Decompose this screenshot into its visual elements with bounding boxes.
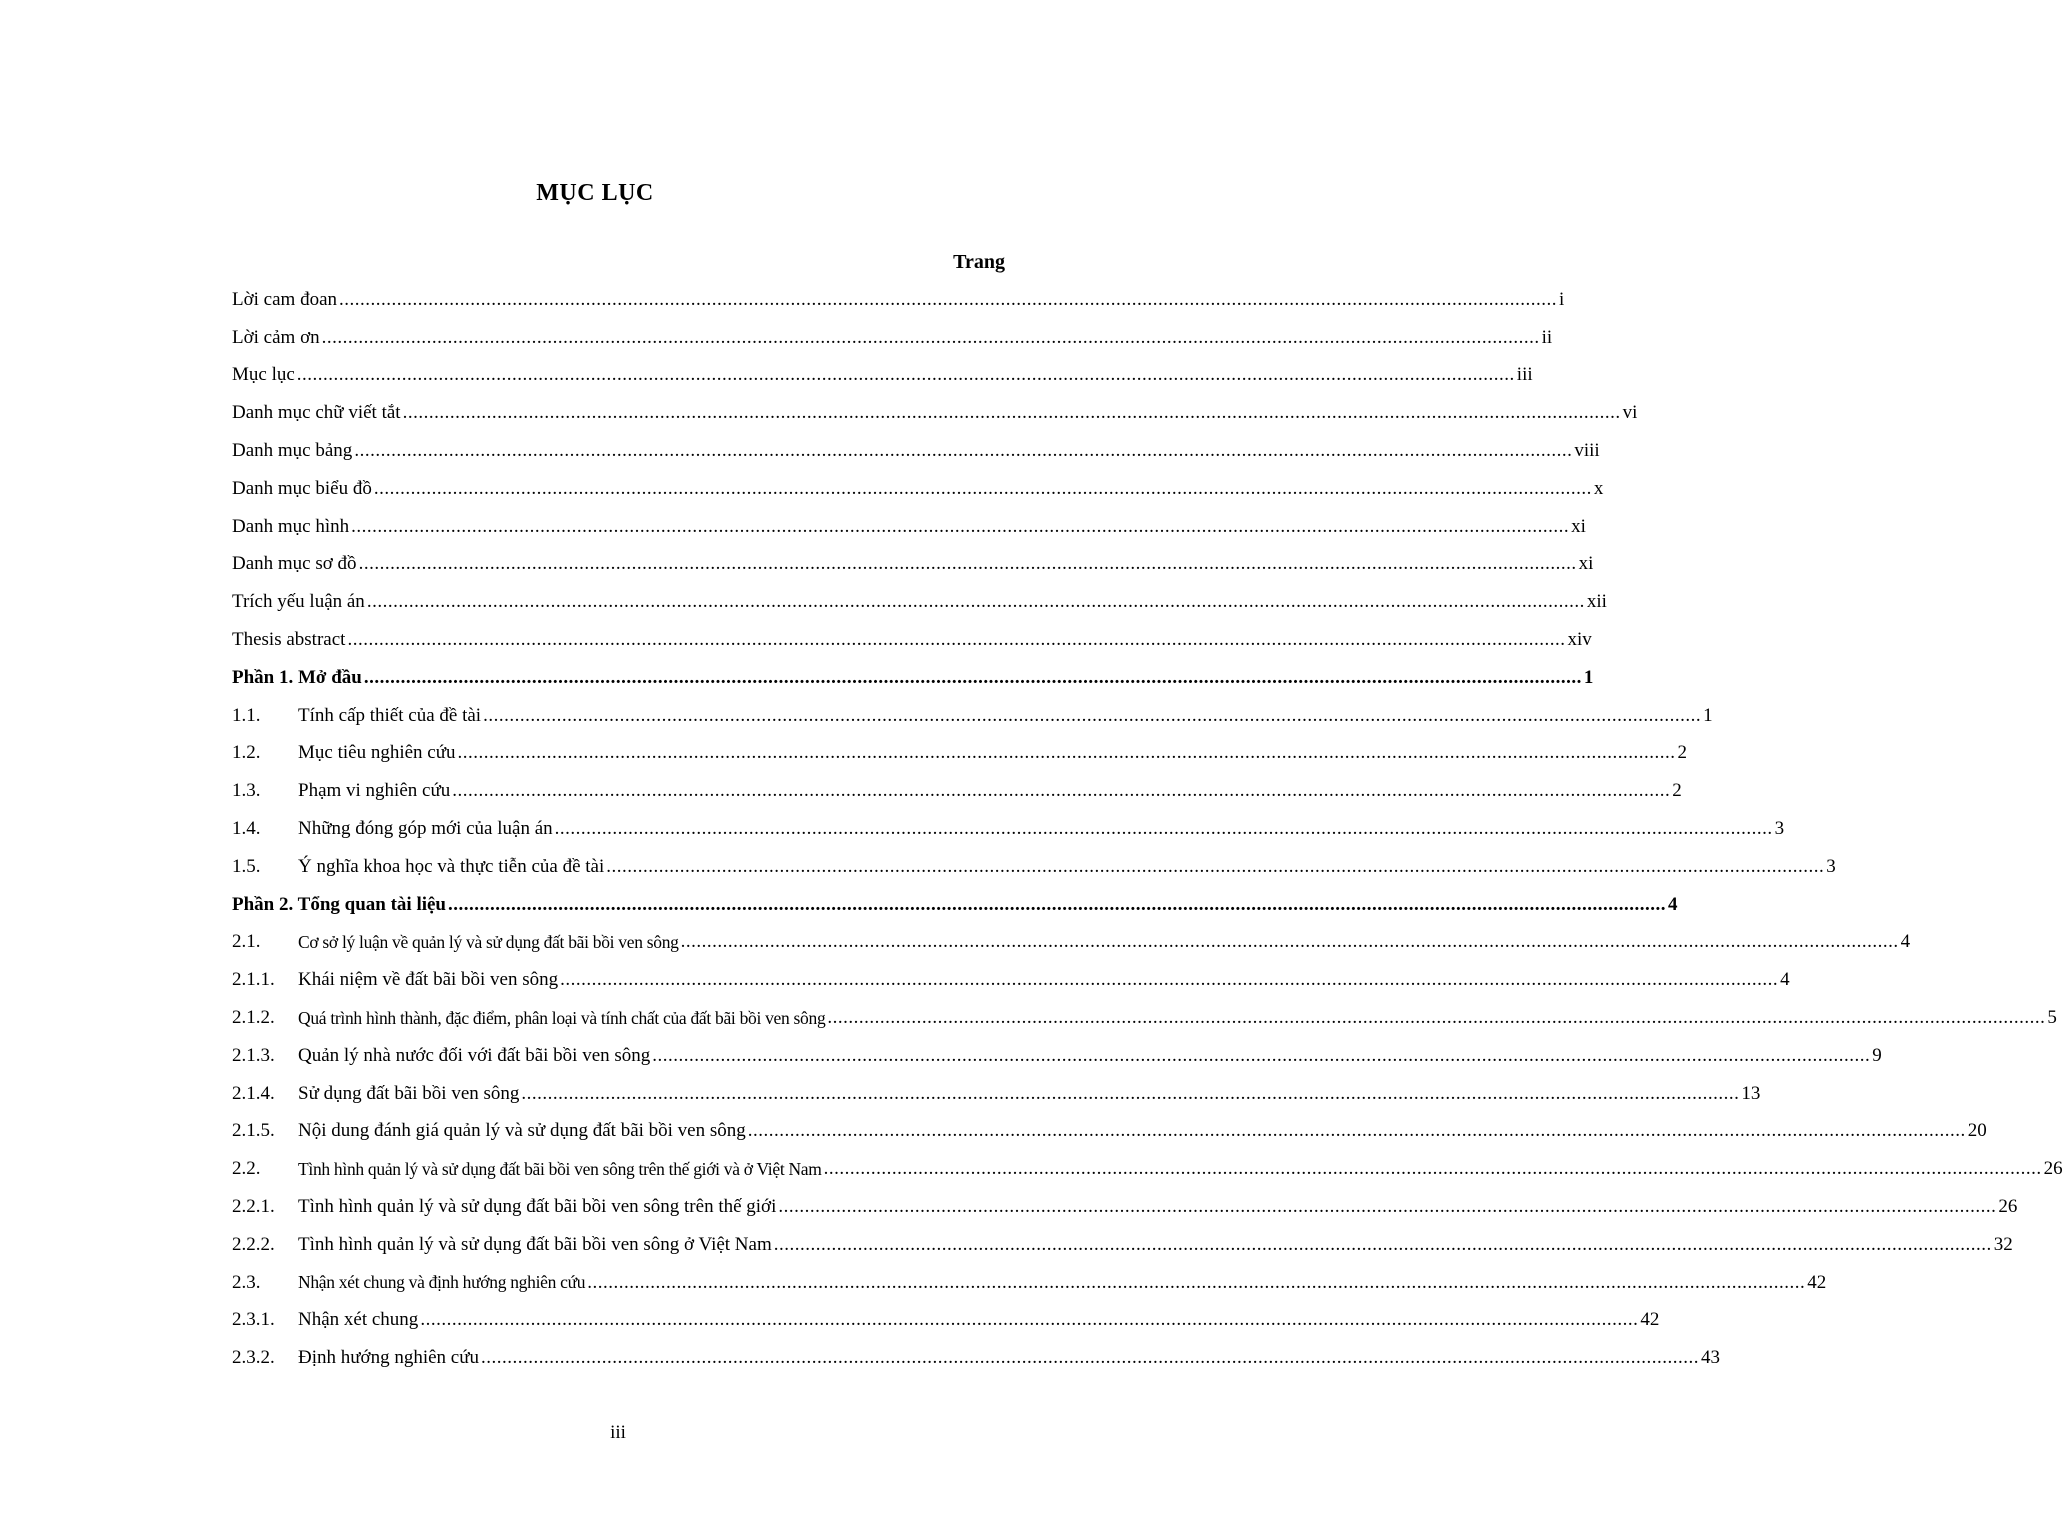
toc-entry-title: Cơ sở lý luận về quản lý và sử dụng đất bãi bồi ven sông: [298, 931, 679, 952]
toc-entry[interactable]: [232, 470, 1604, 508]
toc-entry[interactable]: [232, 886, 1678, 924]
toc-entry[interactable]: [232, 508, 1586, 546]
toc-entry-title: Nội dung đánh giá quản lý và sử dụng đất bãi bồi ven sông: [298, 1120, 746, 1142]
toc-entry-title: Trích yếu luận án: [232, 591, 365, 613]
toc-entry-title: Quản lý nhà nước đối với đất bãi bồi ven sông: [298, 1044, 651, 1066]
toc-dot-leader: [521, 1083, 1739, 1105]
toc-dot-leader: [347, 629, 1565, 651]
toc-entry-page: 42: [1807, 1271, 1827, 1293]
toc-entry[interactable]: [232, 1339, 1721, 1377]
toc-entry[interactable]: [232, 961, 1790, 999]
toc-entry-number: 1.4.: [232, 818, 261, 840]
toc-entry-title: Tình hình quản lý và sử dụng đất bãi bồi ven sông trên thế giới và ở Việt Nam: [298, 1158, 822, 1179]
toc-dot-leader: [824, 1158, 2042, 1180]
toc-entry-title: Mục lục: [232, 364, 295, 386]
toc-entry-title: Nhận xét chung: [298, 1309, 419, 1331]
toc-entry-title: Sử dụng đất bãi bồi ven sông: [298, 1082, 520, 1104]
toc-entry-page: x: [1593, 477, 1604, 499]
toc-entry-title: Danh mục biểu đồ: [232, 477, 372, 499]
toc-entry-title: Danh mục chữ viết tắt: [232, 402, 401, 424]
toc-entry-page: 43: [1701, 1347, 1721, 1369]
toc-entry-number: 2.1.: [232, 931, 261, 953]
toc-dot-leader: [367, 591, 1585, 613]
toc-dot-leader: [364, 667, 1582, 689]
toc-entry-number: 2.3.2.: [232, 1347, 275, 1369]
toc-entry-number: 2.1.2.: [232, 1007, 275, 1029]
toc-entry[interactable]: [232, 1037, 1882, 1075]
toc-dot-leader: [778, 1196, 1996, 1218]
toc-dot-leader: [555, 818, 1773, 840]
toc-entry-number: 1.1.: [232, 704, 261, 726]
toc-entry-page: 2: [1677, 742, 1688, 764]
toc-entry-page: 2: [1672, 780, 1682, 802]
page-number: iii: [610, 1422, 626, 1443]
toc-entry[interactable]: [232, 357, 1533, 395]
toc-dot-leader: [483, 705, 1701, 727]
toc-entry[interactable]: [232, 281, 1565, 319]
toc-entry-number: 2.1.1.: [232, 969, 275, 991]
toc-dot-leader: [748, 1120, 1966, 1142]
toc-entry-title: Lời cam đoan: [232, 288, 338, 310]
toc-dot-leader: [297, 364, 1515, 386]
toc-entry-title: Mục tiêu nghiên cứu: [298, 742, 456, 764]
toc-entry-number: 2.1.4.: [232, 1082, 275, 1104]
toc-entry[interactable]: [232, 659, 1594, 697]
toc-entry-page: 20: [1967, 1120, 1987, 1142]
toc-entry-title: Danh mục hình: [232, 515, 350, 537]
toc-entry-page: 4: [1668, 893, 1678, 915]
toc-dot-leader: [354, 440, 1572, 462]
toc-entry-page: xii: [1586, 591, 1607, 613]
toc-entry-page: viii: [1574, 440, 1600, 462]
toc-entry-number: 2.2.: [232, 1158, 261, 1180]
toc-entry-title: Ý nghĩa khoa học và thực tiễn của đề tài: [298, 855, 605, 877]
toc-entry-title: Lời cảm ơn: [232, 326, 320, 348]
page-title: MỤC LỤC: [536, 180, 654, 206]
toc-entry[interactable]: [232, 1188, 2018, 1226]
toc-entry[interactable]: [232, 1150, 2063, 1188]
toc-dot-leader: [560, 969, 1778, 991]
toc-dot-leader: [774, 1234, 1992, 1256]
toc-dot-leader: [351, 516, 1569, 538]
toc-entry-number: 2.2.1.: [232, 1196, 275, 1218]
toc-entry-number: 2.3.: [232, 1271, 261, 1293]
toc-dot-leader: [652, 1045, 1870, 1067]
toc-entry[interactable]: [232, 810, 1785, 848]
toc-entry-title: Thesis abstract: [232, 629, 346, 651]
toc-entry-title: Phạm vi nghiên cứu: [298, 780, 451, 802]
toc-entry[interactable]: [232, 621, 1592, 659]
toc-entry[interactable]: [232, 924, 1911, 962]
toc-dot-leader: [339, 289, 1557, 311]
toc-entry[interactable]: [232, 1113, 1987, 1151]
toc-entry-title: Khái niệm về đất bãi bồi ven sông: [298, 969, 559, 991]
toc-entry[interactable]: [232, 319, 1553, 357]
toc-entry-page: 1: [1583, 666, 1594, 688]
toc-entry-page: 3: [1826, 855, 1836, 877]
toc-entry-page: xi: [1571, 515, 1586, 537]
toc-entry[interactable]: [232, 432, 1600, 470]
toc-entry-page: 26: [1998, 1196, 2018, 1218]
toc-dot-leader: [322, 327, 1540, 349]
toc-entry-title: Phần 1. Mở đầu: [232, 666, 362, 688]
toc-dot-leader: [606, 856, 1824, 878]
toc-entry-page: 13: [1741, 1082, 1761, 1104]
toc-entry-page: 3: [1774, 818, 1785, 840]
toc-dot-leader: [481, 1347, 1699, 1369]
toc-entry-page: 26: [2043, 1158, 2063, 1180]
toc-entry-title: Những đóng góp mới của luận án: [298, 818, 553, 840]
toc-entry[interactable]: [232, 735, 1688, 773]
toc-dot-leader: [587, 1272, 1805, 1294]
toc-entry[interactable]: [232, 772, 1682, 810]
toc-dot-leader: [452, 780, 1670, 802]
toc-dot-leader: [403, 402, 1621, 424]
toc-entry[interactable]: [232, 1264, 1827, 1302]
toc-entry-page: 4: [1900, 931, 1911, 953]
toc-entry-page: ii: [1541, 326, 1553, 348]
toc-entry-page: i: [1559, 288, 1565, 310]
toc-entry-number: 1.2.: [232, 742, 261, 764]
toc-entry-page: 5: [2047, 1007, 2057, 1029]
toc-entry-number: 2.1.5.: [232, 1120, 275, 1142]
toc-entry-page: iii: [1516, 364, 1533, 386]
toc-entry-page: 4: [1780, 969, 1790, 991]
toc-entry[interactable]: [232, 583, 1607, 621]
toc-entry-title: Phần 2. Tổng quan tài liệu: [232, 893, 447, 915]
toc-entry-title: Định hướng nghiên cứu: [298, 1347, 480, 1369]
toc-dot-leader: [681, 931, 1899, 953]
toc-dot-leader: [420, 1309, 1638, 1331]
toc-entry-number: 2.1.3.: [232, 1044, 275, 1066]
toc-dot-leader: [448, 894, 1666, 916]
toc-entry-number: 2.2.2.: [232, 1233, 275, 1255]
toc-entry[interactable]: [232, 1226, 2013, 1264]
toc-entry-page: xiv: [1567, 629, 1592, 651]
toc-entry-title: Tính cấp thiết của đề tài: [298, 704, 482, 726]
toc-dot-leader: [458, 742, 1676, 764]
toc-entry[interactable]: [232, 546, 1594, 584]
toc-entry-title: Tình hình quản lý và sử dụng đất bãi bồi ven sông trên thế giới: [298, 1196, 777, 1218]
toc-entry-number: 2.3.1.: [232, 1309, 275, 1331]
toc-entry-title: Tình hình quản lý và sử dụng đất bãi bồi ven sông ở Việt Nam: [298, 1233, 772, 1255]
toc-dot-leader: [827, 1007, 2045, 1029]
toc-entry-number: 1.5.: [232, 855, 261, 877]
toc-entry-page: xi: [1578, 553, 1594, 575]
toc-entry-page: vi: [1622, 402, 1638, 424]
table-of-contents: [232, 281, 2063, 1377]
toc-entry-title: Danh mục sơ đồ: [232, 553, 357, 575]
toc-entry[interactable]: [232, 1302, 1660, 1340]
page-column-label: Trang: [953, 251, 1005, 273]
toc-dot-leader: [374, 478, 1592, 500]
toc-entry[interactable]: [232, 999, 2057, 1037]
toc-entry-title: Quá trình hình thành, đặc điểm, phân loại và tính chất của đất bãi bồi ven sông: [298, 1007, 826, 1028]
toc-entry-title: Nhận xét chung và định hướng nghiên cứu: [298, 1272, 586, 1293]
toc-entry-page: 9: [1872, 1044, 1882, 1066]
toc-entry[interactable]: [232, 848, 1836, 886]
toc-entry[interactable]: [232, 697, 1713, 735]
toc-entry[interactable]: [232, 394, 1638, 432]
toc-entry-page: 32: [1993, 1233, 2013, 1255]
toc-entry-number: 1.3.: [232, 780, 261, 802]
toc-entry[interactable]: [232, 1075, 1761, 1113]
toc-dot-leader: [359, 553, 1577, 575]
toc-entry-page: 42: [1640, 1309, 1660, 1331]
toc-entry-page: 1: [1703, 704, 1713, 726]
toc-entry-title: Danh mục bảng: [232, 440, 353, 462]
